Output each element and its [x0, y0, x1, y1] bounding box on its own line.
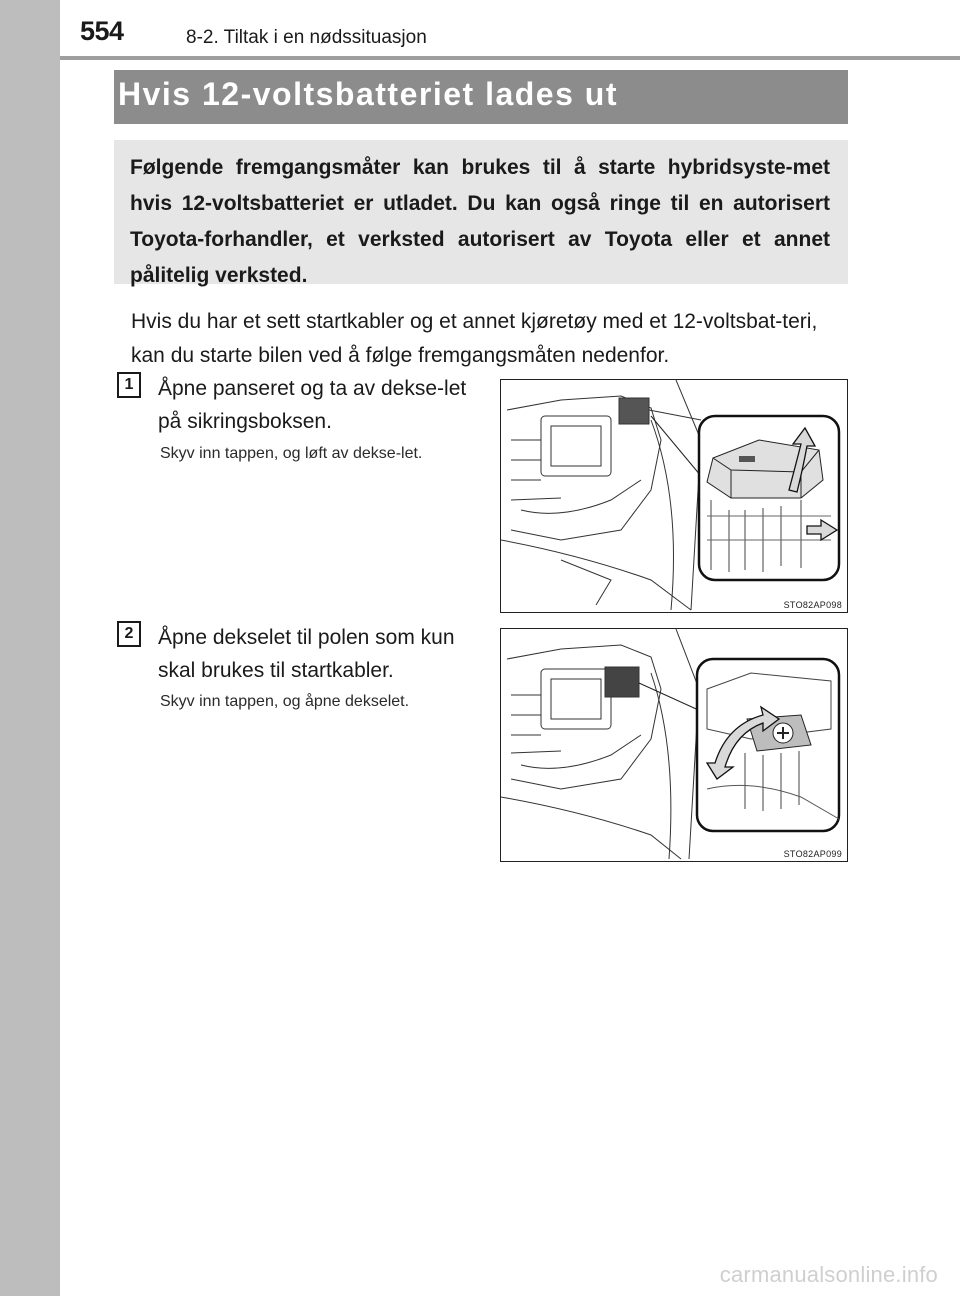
watermark: carmanualsonline.info [719, 1262, 938, 1287]
figure-code-1: STO82AP098 [783, 600, 842, 610]
body-paragraph: Hvis du har et sett startkabler og et annet kjøretøy med et 12-voltsbat-teri, kan du starte bilen ved å følge fremgangsmåten nedenfor. [131, 310, 818, 367]
callout-detail [699, 416, 839, 580]
step-1-badge: 1 [117, 372, 141, 398]
page-title: Hvis 12-voltsbatteriet lades ut [118, 76, 618, 112]
step-2-text: Åpne dekselet til polen som kun skal brukes til startkabler. [158, 626, 455, 682]
step-1-text: Åpne panseret og ta av dekse-let på sikringsboksen. [158, 377, 467, 433]
step-1-figure [500, 379, 848, 613]
intro-text: Følgende fremgangsmåter kan brukes til å starte hybridsyste-met hvis 12-voltsbatteriet er utladet. Du kan også ringe til en autorisert Toyota-forhandler, et verksted autorisert av Toyota eller et annet pålitelig verksted. [130, 156, 830, 287]
side-strip [0, 0, 60, 1296]
step-2-note: Skyv inn tappen, og åpne dekselet. [160, 693, 410, 710]
figure-code-2: STO82AP099 [783, 849, 842, 859]
page-number: 554 [80, 16, 124, 46]
header-divider [60, 56, 960, 60]
step-2-figure [500, 628, 848, 862]
step-2-badge: 2 [117, 621, 141, 647]
fuse-box-illustration [501, 380, 847, 612]
section-header: 8-2. Tiltak i en nødssituasjon [186, 27, 427, 48]
terminal-cover-illustration [501, 629, 847, 861]
callout-detail [697, 659, 839, 831]
step-1-note: Skyv inn tappen, og løft av dekse-let. [160, 445, 423, 462]
